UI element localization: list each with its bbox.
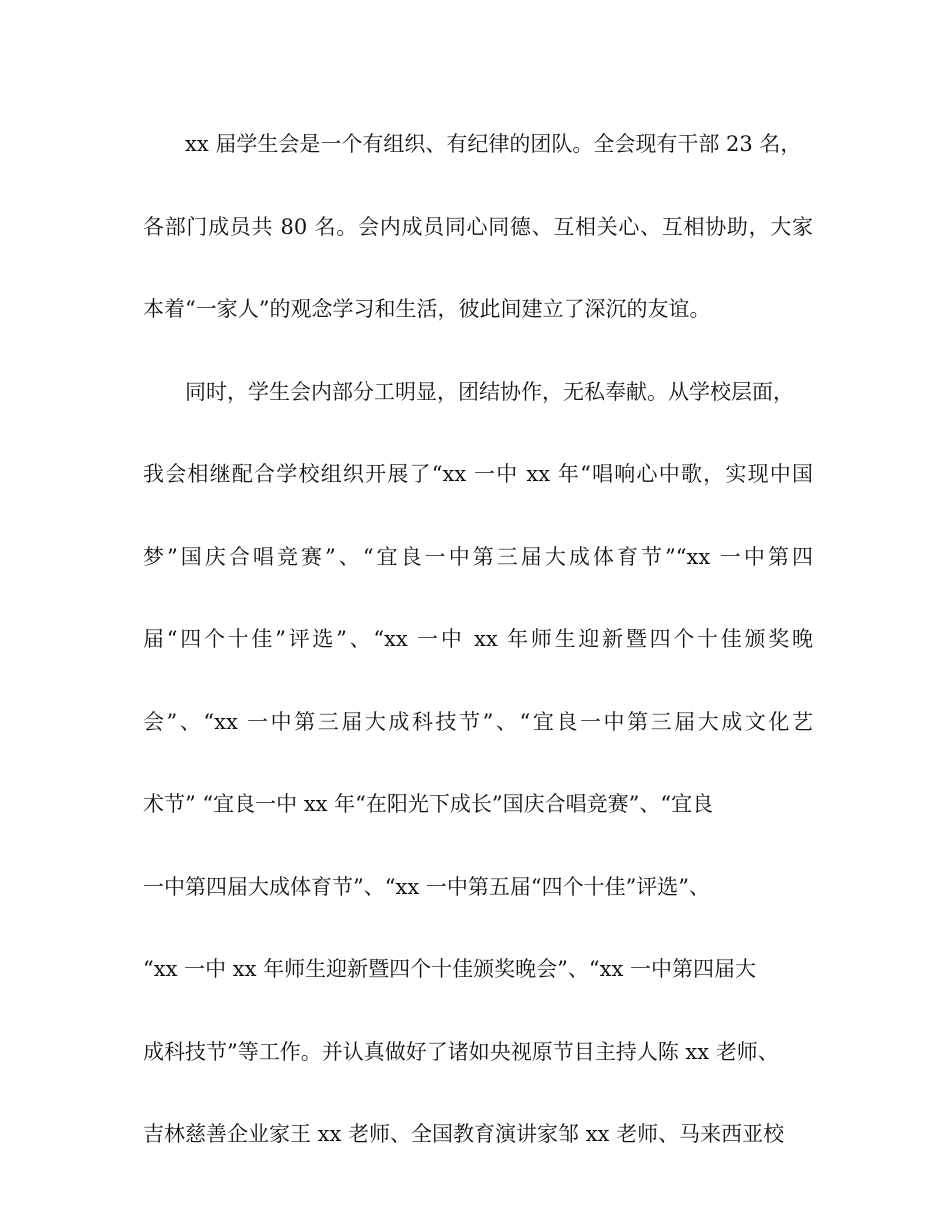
text-line: 届“四个十佳”评选”、“xx 一中 xx 年师生迎新暨四个十佳颁奖晚 <box>143 627 813 651</box>
document-body <box>143 124 813 1154</box>
text-line: 会”、“xx 一中第三届大成科技节”、“宜良一中第三届大成文化艺 <box>143 709 813 734</box>
text-line: 我会相继配合学校组织开展了“xx 一中 xx 年“唱响心中歌，实现中国 <box>143 462 813 486</box>
text-line: 一中第四届大成体育节”、“xx 一中第五届“四个十佳”评选”、 <box>143 874 711 899</box>
text-line: 成科技节”等工作。并认真做好了诸如央视原节目主持人陈 xx 老师、 <box>143 1039 779 1064</box>
text-line: 梦”国庆合唱竞赛”、“宜良一中第三届大成体育节”“xx 一中第四 <box>143 544 813 569</box>
text-line: 术节” “宜良一中 xx 年“在阳光下成长”国庆合唱竞赛”、“宜良 <box>143 792 714 816</box>
text-line: 同时，学生会内部分工明显，团结协作，无私奉献。从学校层面， <box>185 379 794 404</box>
text-line: xx 届学生会是一个有组织、有纪律的团队。全会现有干部 23 名， <box>185 132 802 156</box>
text-line: 各部门成员共 80 名。会内成员同心同德、互相关心、互相协助，大家 <box>143 214 813 239</box>
text-line: “xx 一中 xx 年师生迎新暨四个十佳颁奖晚会”、“xx 一中第四届大 <box>143 957 756 981</box>
text-line: 吉林慈善企业家王 xx 老师、全国教育演讲家邹 xx 老师、马来西亚校 <box>143 1122 785 1146</box>
text-line: 本着“一家人”的观念学习和生活，彼此间建立了深沉的友谊。 <box>143 297 711 321</box>
